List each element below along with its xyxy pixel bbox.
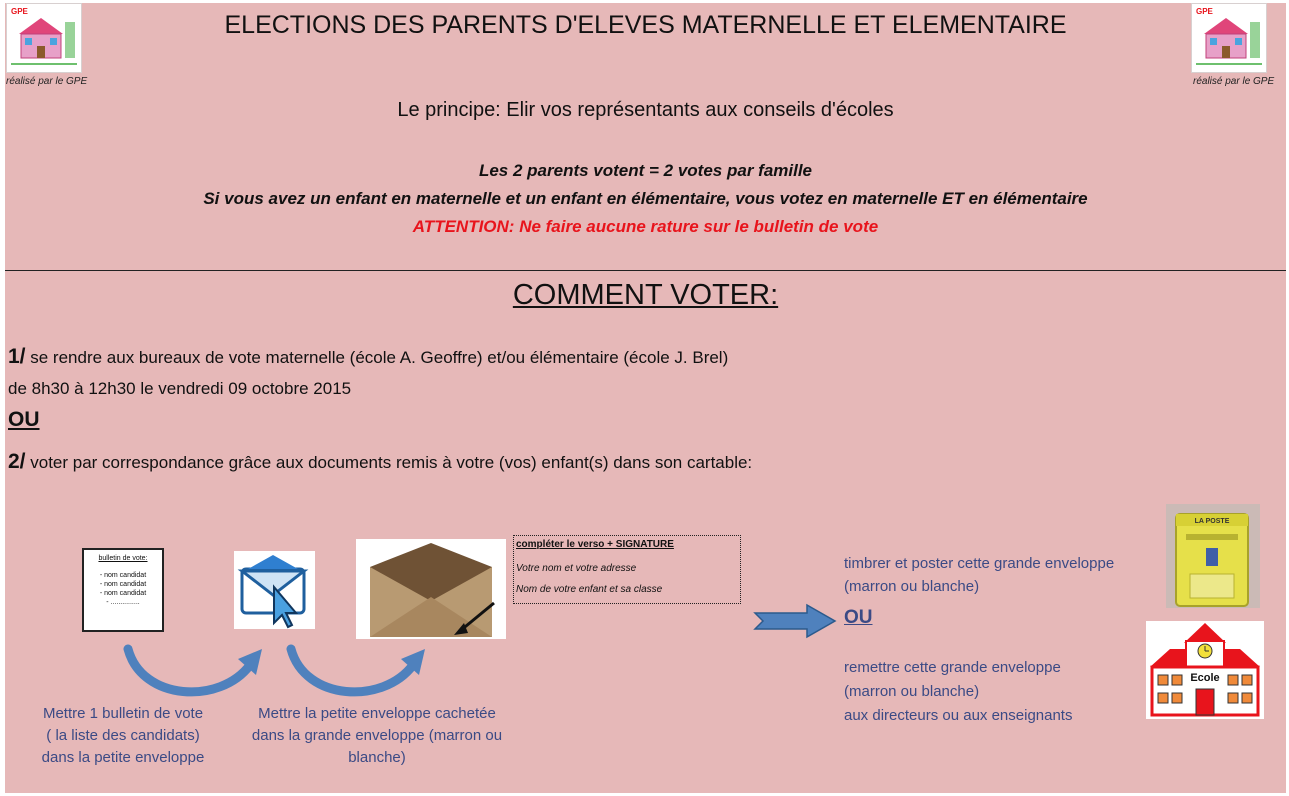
ballot-candidate: - nom candidat (99, 572, 147, 579)
caption-envelope-step (237, 703, 517, 769)
ballot-candidate: - ............... (106, 599, 140, 606)
post-line-2: (marron ou blanche) (844, 578, 980, 595)
ballot-paper (82, 548, 164, 632)
step-2-number: 2/ (8, 450, 26, 473)
credit-right: réalisé par le GPE (1193, 76, 1275, 87)
step-1 (8, 345, 728, 369)
handover-line-1: remettre cette grande enveloppe (844, 659, 1061, 676)
ballot-candidate: - nom candidat (99, 590, 147, 597)
caption-line: dans la grande enveloppe (marron ou (251, 727, 503, 744)
mailbox-image (1166, 504, 1260, 608)
poster (5, 3, 1286, 793)
rule-both-schools: Si vous avez un enfant en maternelle et un enfant en élémentaire, vous votez en maternelle ET en élémentaire (203, 189, 1088, 208)
caption-line: Mettre 1 bulletin de vote (42, 705, 204, 722)
caption-line: blanche) (348, 749, 406, 766)
note-line-1: Votre nom et votre adresse (516, 563, 637, 574)
logo-text: GPE (1196, 7, 1213, 16)
warning-text: ATTENTION: Ne faire aucune rature sur le bulletin de vote (412, 217, 879, 236)
or-label-right: OU (844, 607, 873, 628)
caption-line: Mettre la petite enveloppe cachetée (258, 705, 496, 722)
page-title: ELECTIONS DES PARENTS D'ELEVES MATERNELLE ET ELEMENTAIRE (224, 11, 1067, 39)
caption-ballot-step (23, 703, 223, 769)
brown-envelope-image (356, 539, 506, 639)
step-1-number: 1/ (8, 345, 26, 368)
handover-line-3: aux directeurs ou aux enseignants (844, 707, 1073, 724)
howto-heading-text: COMMENT VOTER: (512, 279, 779, 311)
right-arrow-icon (753, 603, 837, 639)
ballot-candidate: - nom candidat (99, 581, 147, 588)
divider (5, 270, 1286, 271)
curved-arrow-icon (120, 643, 270, 705)
note-heading: compléter le verso + SIGNATURE (516, 539, 674, 550)
school-label: Ecole (1190, 672, 1220, 684)
howto-heading (5, 279, 1286, 312)
principle-text: Le principe: Elir vos représentants aux conseils d'écoles (397, 99, 894, 121)
step-1-text: se rendre aux bureaux de vote maternelle (école A. Geoffre) et/ou élémentaire (école J. Brel) (25, 348, 729, 367)
or-label: OU (8, 408, 40, 431)
caption-line: ( la liste des candidats) (46, 727, 200, 744)
envelope-mail-icon (234, 551, 315, 629)
logo-text: GPE (11, 7, 28, 16)
note-line-2: Nom de votre enfant et sa classe (516, 584, 663, 595)
rule-two-votes: Les 2 parents votent = 2 votes par famille (478, 161, 813, 180)
ballot-heading: bulletin de vote: (98, 555, 148, 562)
post-line-1: timbrer et poster cette grande enveloppe (844, 555, 1115, 572)
caption-line: dans la petite enveloppe (41, 749, 205, 766)
school-icon (1146, 621, 1264, 719)
step-2 (8, 450, 752, 474)
curved-arrow-icon (283, 643, 433, 705)
mailbox-label: LA POSTE (1194, 518, 1230, 525)
envelope-note-box (513, 535, 741, 604)
credit-left: réalisé par le GPE (6, 76, 88, 87)
step-2-text: voter par correspondance grâce aux documents remis à votre (vos) enfant(s) dans son cartable: (25, 453, 753, 472)
handover-line-2: (marron ou blanche) (844, 683, 980, 700)
step-1-time: de 8h30 à 12h30 le vendredi 09 octobre 2015 (8, 379, 352, 398)
